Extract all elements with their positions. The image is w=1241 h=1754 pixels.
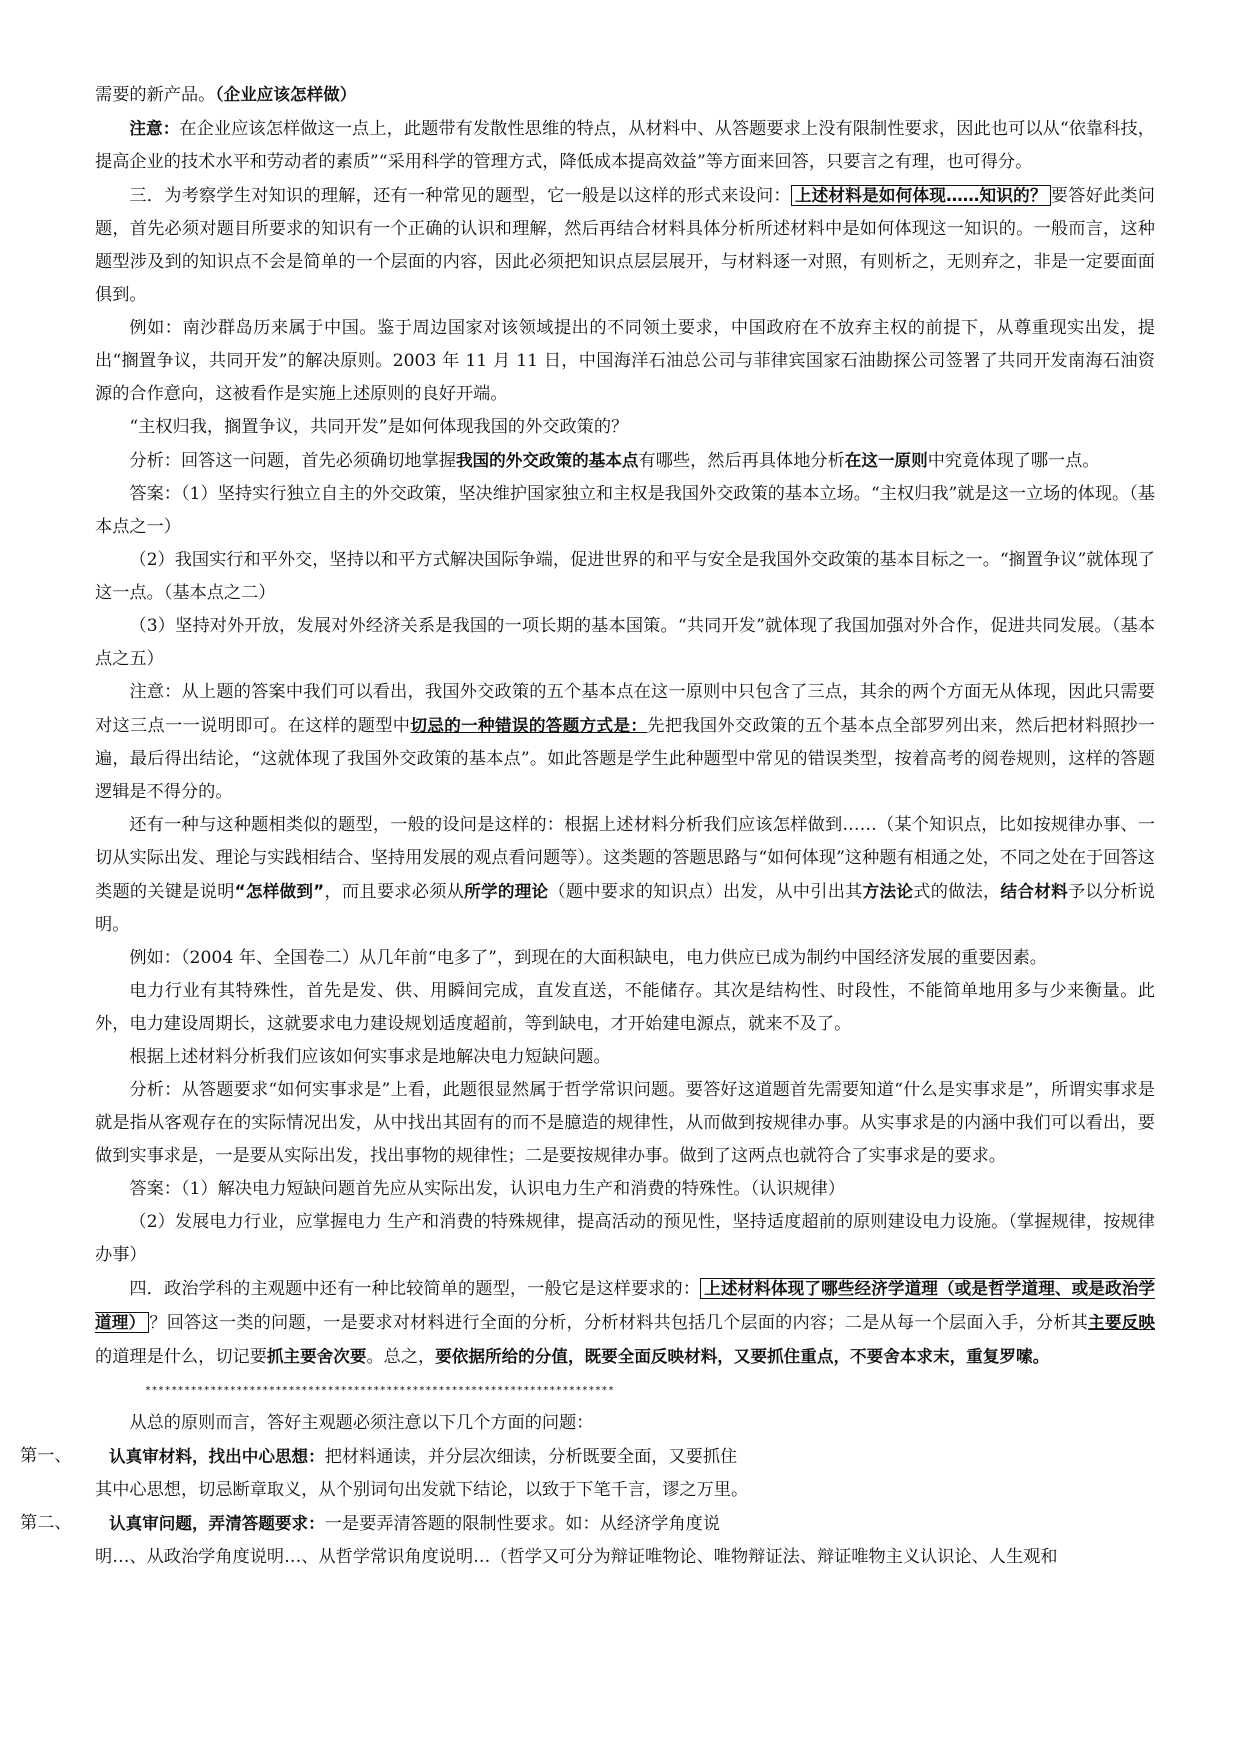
- bold-text: 在这一原则: [844, 451, 928, 470]
- paragraph: 例如：（2004 年、全国卷二）从几年前“电多了”，到现在的大面积缺电，电力供应已成为制约中国经济发展的重要因素。: [129, 948, 1047, 968]
- text: 注意：从上题的答案中我们可以看出，我国外交政策的五个基本点在这一原则中只包含了三点，其余的两个方面无从体现，因此只需要对这三点一一说明即可。在这样的题型中: [95, 682, 1155, 736]
- document-page: [20, 78, 1156, 1574]
- paragraph: [95, 179, 1155, 312]
- paragraph: （2）发展电力行业，应掌握电力 生产和消费的特殊规律，提高活动的预见性，坚持适度超前的原则建设电力设施。（掌握规律，按规律办事）: [95, 1212, 1155, 1265]
- bold-text: 抓主要舍次要: [266, 1347, 367, 1366]
- text: 一是要弄清答题的限制性要求。如：从经济学角度说: [324, 1514, 721, 1534]
- bold-text: 我国的外交政策的基本点: [455, 451, 639, 470]
- paragraph: （2）我国实行和平外交，坚持以和平方式解决国际争端，促进世界的和平与安全是我国外交政策的基本目标之一。“搁置争议”就体现了这一点。（基本点之二）: [95, 550, 1155, 603]
- bold-text: 认真审材料，找出中心思想：: [109, 1447, 325, 1466]
- text: 有哪些，然后再具体地分析: [638, 451, 845, 471]
- text: 分析：回答这一问题，首先必须确切地掌握: [129, 451, 456, 471]
- text: 四．政治学科的主观题中还有一种比较简单的题型，一般它是这样要求的：: [129, 1279, 701, 1299]
- text: ，而且要求必须从: [324, 882, 465, 902]
- text: 式的做法，: [913, 882, 1001, 902]
- paragraph: [95, 1272, 1155, 1374]
- paragraph: 从总的原则而言，答好主观题必须注意以下几个方面的问题：: [129, 1413, 594, 1433]
- paragraph: [95, 676, 1155, 809]
- text: 把材料通读，并分层次细读，分析既要全面，又要抓住: [324, 1447, 738, 1467]
- bold-text: 所学的理论: [464, 882, 549, 901]
- paragraph: 根据上述材料分析我们应该如何实事求是地解决电力短缺问题。: [129, 1047, 611, 1067]
- boxed-question: 上述材料是如何体现……知识的？: [791, 185, 1051, 206]
- text: 三．为考察学生对知识的理解，还有一种常见的题型，它一般是以这样的形式来设问：: [129, 186, 791, 206]
- list-label: 第一、: [20, 1446, 72, 1466]
- list-item: [20, 1507, 1155, 1574]
- paragraph: “主权归我，搁置争议，共同开发”是如何体现我国的外交政策的？: [129, 417, 629, 437]
- paragraph: 例如：南沙群岛历来属于中国。鉴于周边国家对该领域提出的不同领土要求，中国政府在不放弃主权的前提下，从尊重现实出发，提出“搁置争议，共同开发”的解决原则。2003 年 11 月 11 日，中国海洋石油总公司与菲律宾国家石油勘探公司签署了共同开发南海石油资源的合作意向，这被看作是实施上述原则的良好开端。: [95, 318, 1155, 404]
- list-line: 明…、从政治学角度说明…、从哲学常识角度说明…（哲学又可分为辩证唯物论、唯物辩证法、辩证唯物主义认识论、人生观和: [95, 1547, 1058, 1567]
- text: 还有一种与这种题相类似的题型，一般的设问是这样的：根据上述材料分析我们应该怎样做到……（某个知识点，比如按规律办事、一切从实际出发、理论与实践相结合、坚持用发展的观点看问题等）。这类题的答题思路与“如何体现”这种题有相通之处，不同之处在于回答这类题的关键是说明: [95, 815, 1155, 902]
- text: 需要的新产品。: [95, 85, 216, 105]
- separator-line: ************************************************************************: [145, 1385, 615, 1396]
- paragraph: 答案：（1）解决电力短缺问题首先应从实际出发，认识电力生产和消费的特殊性。（认识规律）: [129, 1179, 846, 1199]
- text: 中究竟体现了哪一点。: [927, 451, 1100, 471]
- list-item: [20, 1440, 1155, 1507]
- bold-text: 注意：: [129, 119, 180, 138]
- list-label: 第二、: [20, 1513, 72, 1533]
- bold-text: 要依据所给的分值，既要全面反映材料，又要抓住重点，不要舍本求末，重复罗嗦。: [435, 1347, 1050, 1366]
- bold-text: （企业应该怎样做）: [215, 85, 357, 104]
- bold-text: 方法论: [862, 882, 914, 901]
- bold-text: 认真审问题，弄清答题要求：: [109, 1514, 325, 1533]
- list-line: 其中心思想，切忌断章取义，从个别词句出发就下结论，以致于下笔千言，谬之万里。: [95, 1480, 749, 1500]
- bold-underlined-text: 主要反映: [1088, 1313, 1156, 1332]
- text: 。总之，: [366, 1347, 436, 1367]
- paragraph: [95, 112, 1155, 179]
- paragraph: 分析：从答题要求“如何实事求是”上看，此题很显然属于哲学常识问题。要答好这道题首先需要知道“什么是实事求是”，所谓实事求是就是指从客观存在的实际情况出发，从中找出其固有的而不是臆造的规律性，从而做到按规律办事。从实事求是的内涵中我们可以看出，要做到实事求是，一是要从实际出发，找出事物的规律性；二是要按规律办事。做到了这两点也就符合了实事求是的要求。: [95, 1080, 1155, 1166]
- text: 先把我国外交政策的五个基本点全部罗列出来，然后把材料照抄一遍，最后得出结论，“这就体现了我国外交政策的基本点”。如此答题是学生此种题型中常见的错误类型，按着高考的阅卷规则，这样的答题逻辑是不得分的。: [95, 716, 1155, 802]
- paragraph: （3）坚持对外开放，发展对外经济关系是我国的一项长期的基本国策。“共同开发”就体现了我国加强对外合作，促进共同发展。（基本点之五）: [95, 616, 1155, 669]
- paragraph: [95, 78, 1155, 112]
- text: 在企业应该怎样做这一点上，此题带有发散性思维的特点，从材料中、从答题要求上没有限制性要求，因此也可以从“依靠科技，提高企业的技术水平和劳动者的素质”“采用科学的管理方式，降低成本提高效益”等方面来回答，只要言之有理，也可得分。: [95, 119, 1155, 172]
- paragraph: 答案：（1）坚持实行独立自主的外交政策，坚决维护国家独立和主权是我国外交政策的基本立场。“主权归我”就是这一立场的体现。（基本点之一）: [95, 484, 1155, 537]
- list-line: [95, 1507, 1155, 1541]
- bold-text: 结合材料: [1000, 882, 1068, 901]
- text: 予以分析说明。: [95, 882, 1155, 935]
- bold-underlined-text: 切忌的一种错误的答题方式是：: [410, 716, 648, 735]
- text: （题中要求的知识点）出发，从中引出其: [548, 882, 863, 902]
- paragraph: [95, 809, 1155, 942]
- text: ？回答这一类的问题，一是要求对材料进行全面的分析，分析材料共包括几个层面的内容；二是从每一个层面入手，分析其: [149, 1313, 1089, 1333]
- boxed-question: 上述材料体现了哪些经济学道理（或是哲学道理、或是政治学道理）: [95, 1279, 1155, 1332]
- list-line: [95, 1440, 1155, 1474]
- text: 的道理是什么，切记要: [95, 1347, 267, 1367]
- bold-text: “怎样做到”: [234, 882, 325, 901]
- text: 要答好此类问题，首先必须对题目所要求的知识有一个正确的认识和理解，然后再结合材料具体分析所述材料中是如何体现这一知识的。一般而言，这种题型涉及到的知识点不会是简单的一个层面的内容，因此必须把知识点层层展开，与材料逐一对照，有则析之，无则弃之，非是一定要面面俱到。: [95, 186, 1155, 305]
- paragraph: 电力行业有其特殊性，首先是发、供、用瞬间完成，直发直送，不能储存。其次是结构性、时段性，不能简单地用多与少来衡量。此外，电力建设周期长，这就要求电力建设规划适度超前，等到缺电，才开始建电源点，就来不及了。: [95, 981, 1155, 1034]
- paragraph: [95, 444, 1155, 478]
